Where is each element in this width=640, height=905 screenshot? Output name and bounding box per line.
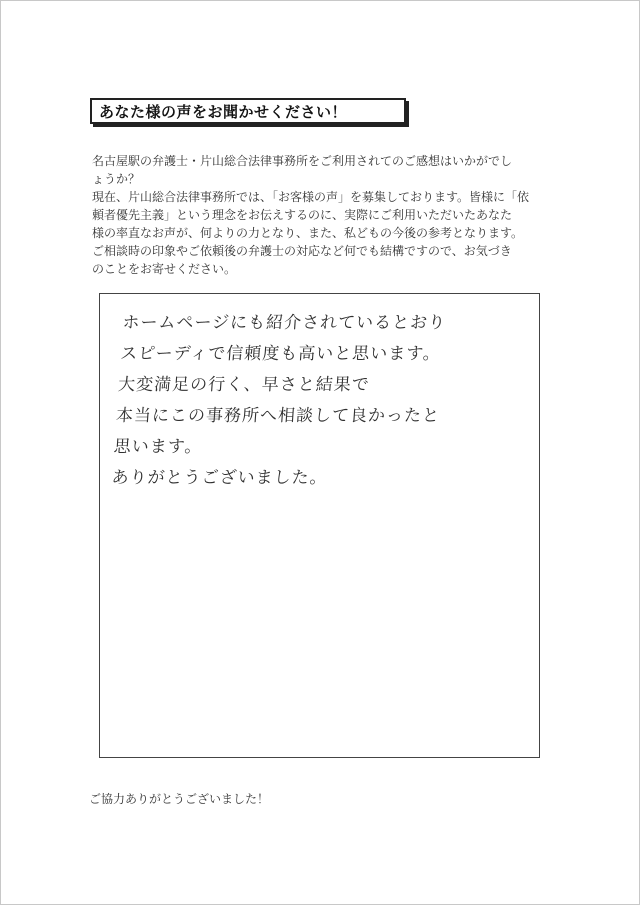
intro-paragraph-1: 名古屋駅の弁護士・片山総合法律事務所をご利用されてのご感想はいかがでし ょうか？ [92,154,513,186]
intro-paragraph-2: 現在、片山総合法律事務所では、「お客様の声」を募集しております。皆様に「依 頼者優先主義」という理念をお伝えするのに、実際にご利用いただいたあなた 様の率直なお声が、何よりの力となり、また、私どもの今後の参考となります。 ご相談時の印象やご依頼後の弁護士の対応など何でも結構ですので、お気づき のことをお寄せください。 [92,190,530,276]
comment-line: スピーディで信頼度も高いと思います。 [119,344,442,364]
comment-line: ありがとうございました。 [110,468,329,488]
comment-line: 本当にこの事務所へ相談して良かったと [115,406,441,426]
comment-box [99,293,540,758]
intro-text [92,152,562,278]
comment-line: 思います。 [113,437,204,457]
comment-line: 大変満足の行く、早さと結果で [117,375,371,395]
comment-line: ホームページにも紹介されているとおり [121,313,447,333]
handwritten-comment [110,308,523,494]
page-title: あなた様の声をお聞かせください！ [90,98,406,124]
closing-text: ご協力ありがとうございました！ [89,792,270,806]
